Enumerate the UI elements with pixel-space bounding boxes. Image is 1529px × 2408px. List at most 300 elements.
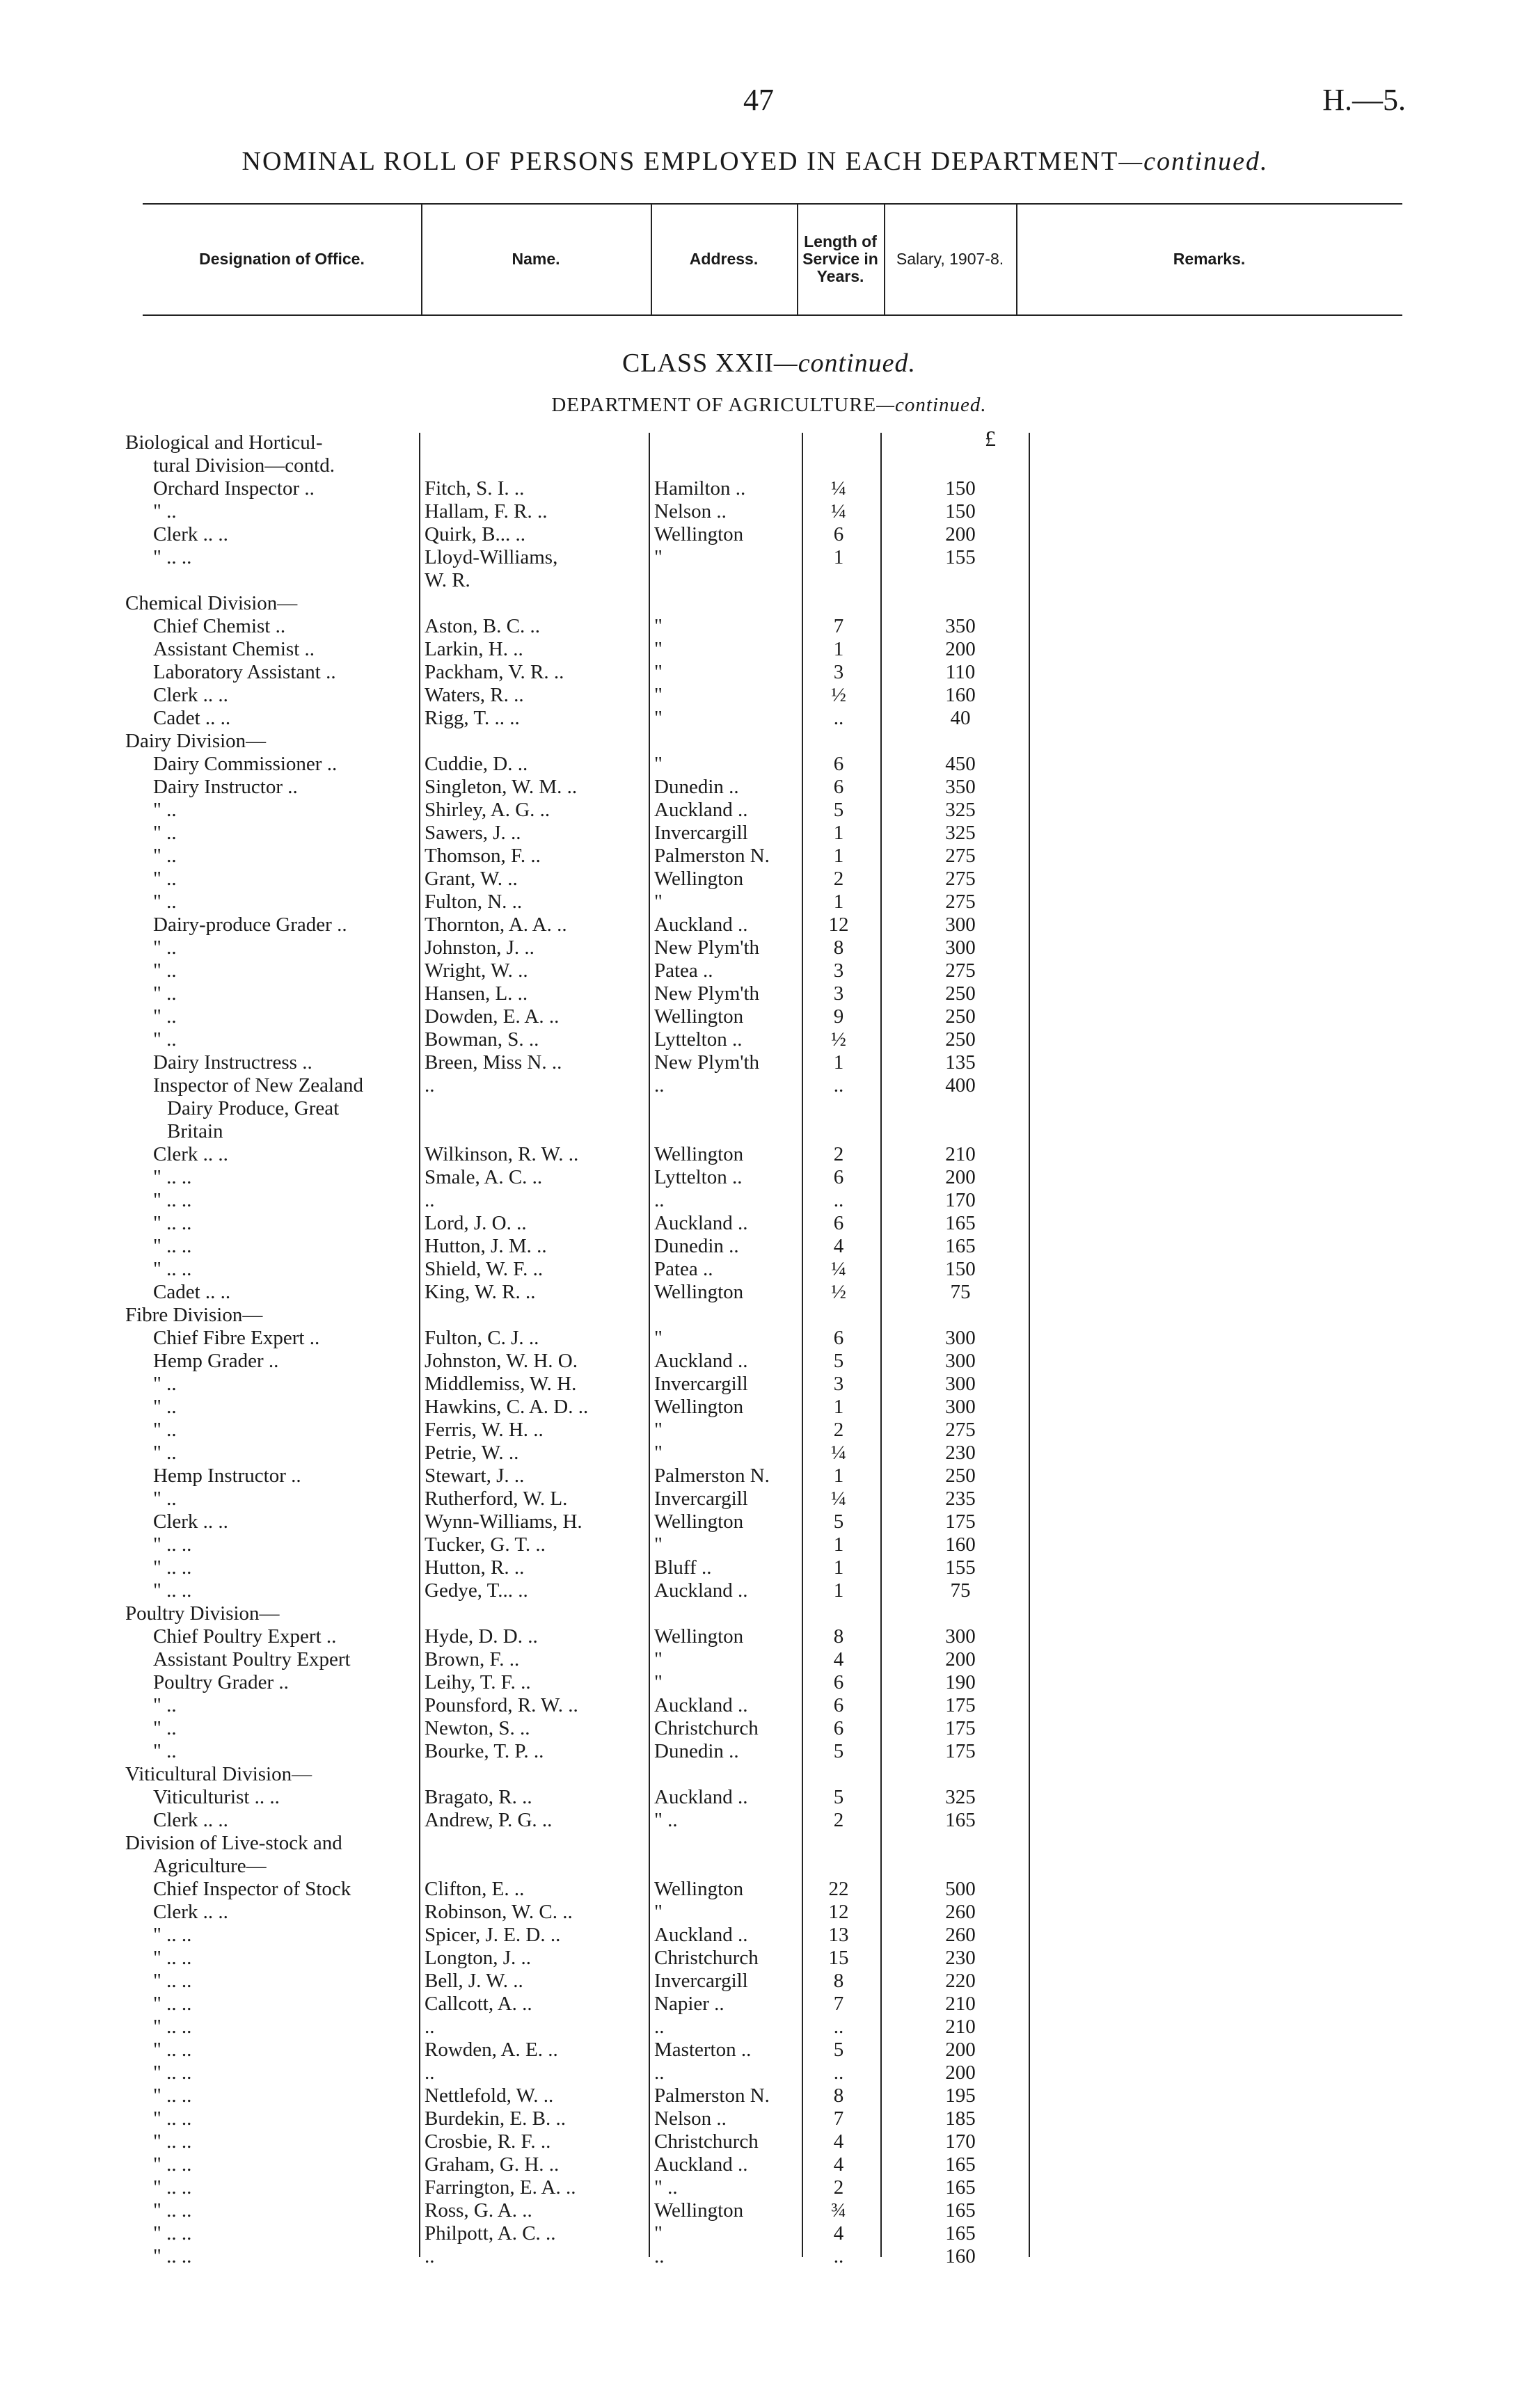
length-cell: 5: [833, 2039, 844, 2061]
table-row: [0, 1855, 1529, 1878]
salary-cell: 300: [945, 1625, 976, 1648]
designation-cell: tural Division—contd.: [153, 454, 335, 477]
designation-cell: Clerk .. ..: [153, 523, 228, 545]
designation-cell: Poultry Division—: [125, 1602, 280, 1625]
name-cell: Waters, R. ..: [425, 684, 524, 706]
table-row: [0, 1625, 1529, 1648]
name-cell: Gedye, T... ..: [425, 1579, 528, 1602]
name-cell: Thornton, A. A. ..: [425, 914, 567, 936]
address-cell: Wellington: [654, 2199, 744, 2222]
designation-cell: " ..: [153, 891, 177, 913]
table-row: [0, 2245, 1529, 2268]
length-cell: 5: [833, 799, 844, 821]
table-row: [0, 891, 1529, 914]
designation-cell: " .. ..: [153, 1212, 192, 1234]
name-cell: ..: [425, 1074, 435, 1097]
name-cell: Hallam, F. R. ..: [425, 500, 548, 523]
name-cell: Clifton, E. ..: [425, 1878, 525, 1900]
designation-cell: " .. ..: [153, 2062, 192, 2084]
designation-cell: " .. ..: [153, 2153, 192, 2176]
designation-cell: " .. ..: [153, 1189, 192, 1211]
salary-cell: 155: [945, 1556, 976, 1579]
table-row: [0, 1465, 1529, 1488]
table-row: [0, 2084, 1529, 2107]
length-cell: 6: [833, 1671, 844, 1693]
address-cell: Auckland ..: [654, 799, 748, 821]
table-header: [143, 203, 1402, 314]
salary-cell: 300: [945, 936, 976, 959]
designation-cell: " .. ..: [153, 1993, 192, 2015]
length-cell: 1: [833, 1579, 844, 1602]
table-row: [0, 1028, 1529, 1051]
address-cell: Wellington: [654, 1625, 744, 1648]
length-cell: 2: [833, 1419, 844, 1441]
designation-cell: Clerk .. ..: [153, 1143, 228, 1165]
address-cell: ": [654, 1901, 663, 1923]
salary-cell: 250: [945, 1028, 976, 1051]
salary-cell: 170: [945, 1189, 976, 1211]
address-cell: ": [654, 891, 663, 913]
table-row: [0, 684, 1529, 707]
table-row: [0, 1671, 1529, 1694]
address-cell: Masterton ..: [654, 2039, 752, 2061]
length-cell: 7: [833, 2107, 844, 2130]
name-cell: Tucker, G. T. ..: [425, 1533, 546, 1556]
address-cell: Wellington: [654, 1143, 744, 1165]
length-cell: 6: [833, 1717, 844, 1739]
length-cell: 4: [833, 2222, 844, 2244]
table-row: [0, 1373, 1529, 1396]
designation-cell: " ..: [153, 1396, 177, 1418]
designation-cell: " .. ..: [153, 1924, 192, 1946]
name-cell: Quirk, B... ..: [425, 523, 525, 545]
salary-cell: 165: [945, 2176, 976, 2199]
salary-cell: 300: [945, 1350, 976, 1372]
length-cell: 1: [833, 1396, 844, 1418]
designation-cell: " ..: [153, 1028, 177, 1051]
address-cell: Nelson ..: [654, 500, 727, 523]
designation-cell: Inspector of New Zealand: [153, 1074, 363, 1097]
address-cell: Auckland ..: [654, 1350, 748, 1372]
table-row: [0, 1878, 1529, 1901]
length-cell: ..: [833, 2016, 844, 2038]
salary-cell: 175: [945, 1740, 976, 1762]
name-cell: Smale, A. C. ..: [425, 1166, 543, 1188]
length-cell: 7: [833, 615, 844, 637]
address-cell: ": [654, 546, 663, 568]
address-cell: Wellington: [654, 1281, 744, 1303]
salary-cell: 210: [945, 1993, 976, 2015]
table-row: [0, 1648, 1529, 1671]
name-cell: Johnston, J. ..: [425, 936, 534, 959]
designation-cell: " .. ..: [153, 2176, 192, 2199]
designation-cell: " ..: [153, 868, 177, 890]
table-row: [0, 1097, 1529, 1120]
length-cell: 13: [828, 1924, 849, 1946]
designation-cell: Clerk .. ..: [153, 1901, 228, 1923]
address-cell: ": [654, 1533, 663, 1556]
designation-cell: Chief Chemist ..: [153, 615, 286, 637]
length-cell: 6: [833, 753, 844, 775]
length-cell: 4: [833, 1648, 844, 1671]
address-cell: New Plym'th: [654, 1051, 760, 1074]
name-cell: Lloyd-Williams,: [425, 546, 558, 568]
name-cell: Stewart, J. ..: [425, 1465, 525, 1487]
table-row: [0, 1901, 1529, 1924]
address-cell: Wellington: [654, 1878, 744, 1900]
name-cell: Bowman, S. ..: [425, 1028, 539, 1051]
address-cell: ..: [654, 1074, 665, 1097]
salary-cell: 150: [945, 500, 976, 523]
table-row: [0, 1786, 1529, 1809]
table-row: [0, 431, 1529, 454]
department-heading: [132, 394, 1406, 417]
header-length-of-service: Length of Service in Years.: [802, 232, 878, 285]
department-heading-text: DEPARTMENT OF AGRICULTURE: [551, 394, 877, 416]
address-cell: Patea ..: [654, 1258, 713, 1280]
header-bottom-rule: [143, 314, 1402, 316]
length-cell: ¼: [831, 1258, 846, 1280]
designation-cell: " .. ..: [153, 1947, 192, 1969]
table-row: [0, 454, 1529, 477]
length-cell: ¼: [831, 1442, 846, 1464]
class-heading-suffix: —continued.: [773, 349, 917, 378]
address-cell: Palmerston N.: [654, 845, 770, 867]
table-row: [0, 799, 1529, 822]
designation-cell: " ..: [153, 500, 177, 523]
address-cell: Lyttelton ..: [654, 1028, 743, 1051]
designation-cell: Poultry Grader ..: [153, 1671, 289, 1693]
table-row: [0, 959, 1529, 982]
address-cell: Dunedin ..: [654, 1740, 739, 1762]
table-row: [0, 776, 1529, 799]
salary-cell: 170: [945, 2130, 976, 2153]
address-cell: ..: [654, 2062, 665, 2084]
designation-cell: Dairy Commissioner ..: [153, 753, 338, 775]
salary-cell: 260: [945, 1924, 976, 1946]
salary-cell: 200: [945, 523, 976, 545]
name-cell: Philpott, A. C. ..: [425, 2222, 556, 2244]
name-cell: Sawers, J. ..: [425, 822, 521, 844]
designation-cell: " ..: [153, 799, 177, 821]
name-cell: Wynn-Williams, H.: [425, 1510, 583, 1533]
salary-cell: 300: [945, 1373, 976, 1395]
salary-cell: 175: [945, 1510, 976, 1533]
address-cell: Wellington: [654, 523, 744, 545]
name-cell: W. R.: [425, 569, 470, 591]
salary-cell: 165: [945, 2153, 976, 2176]
designation-cell: Dairy Instructress ..: [153, 1051, 312, 1074]
table-row: [0, 2153, 1529, 2176]
address-cell: Wellington: [654, 1005, 744, 1028]
currency-symbol: £: [985, 426, 996, 451]
length-cell: 6: [833, 1166, 844, 1188]
salary-cell: 275: [945, 891, 976, 913]
designation-cell: " .. ..: [153, 2016, 192, 2038]
name-cell: Cuddie, D. ..: [425, 753, 528, 775]
salary-cell: 160: [945, 2245, 976, 2267]
length-cell: 1: [833, 546, 844, 568]
salary-cell: 165: [945, 1809, 976, 1831]
address-cell: Palmerston N.: [654, 1465, 770, 1487]
salary-cell: 235: [945, 1488, 976, 1510]
designation-cell: Britain: [167, 1120, 223, 1142]
address-cell: ": [654, 1442, 663, 1464]
table-row: [0, 753, 1529, 776]
address-cell: ..: [654, 1189, 665, 1211]
salary-cell: 190: [945, 1671, 976, 1693]
designation-cell: " ..: [153, 822, 177, 844]
header-remarks: Remarks.: [1173, 249, 1246, 268]
table-row: [0, 569, 1529, 592]
length-cell: 6: [833, 776, 844, 798]
table-row: [0, 1120, 1529, 1143]
salary-cell: 155: [945, 546, 976, 568]
table-row: [0, 1143, 1529, 1166]
department-heading-suffix: —continued.: [876, 394, 987, 416]
page-title-text: NOMINAL ROLL OF PERSONS EMPLOYED IN EACH DEPARTMENT: [241, 147, 1119, 176]
length-cell: 5: [833, 1740, 844, 1762]
length-cell: 2: [833, 1143, 844, 1165]
address-cell: ": [654, 661, 663, 683]
class-heading-text: CLASS XXII: [621, 349, 774, 378]
name-cell: Burdekin, E. B. ..: [425, 2107, 566, 2130]
salary-cell: 230: [945, 1442, 976, 1464]
salary-cell: 275: [945, 868, 976, 890]
table-row: [0, 1074, 1529, 1097]
address-cell: ": [654, 707, 663, 729]
designation-cell: Clerk .. ..: [153, 684, 228, 706]
designation-cell: Viticultural Division—: [125, 1763, 312, 1785]
salary-cell: 325: [945, 822, 976, 844]
name-cell: Larkin, H. ..: [425, 638, 523, 660]
address-cell: Wellington: [654, 1396, 744, 1418]
designation-cell: " ..: [153, 936, 177, 959]
address-cell: Auckland ..: [654, 1212, 748, 1234]
address-cell: ": [654, 1648, 663, 1671]
table-row: [0, 1281, 1529, 1304]
designation-cell: Dairy Division—: [125, 730, 267, 752]
designation-cell: Hemp Grader ..: [153, 1350, 279, 1372]
table-row: [0, 523, 1529, 546]
address-cell: Auckland ..: [654, 2153, 748, 2176]
length-cell: 8: [833, 936, 844, 959]
designation-cell: " ..: [153, 1488, 177, 1510]
designation-cell: Clerk .. ..: [153, 1510, 228, 1533]
length-cell: 3: [833, 1373, 844, 1395]
table-row: [0, 1717, 1529, 1740]
page-title: [132, 146, 1378, 177]
length-cell: 3: [833, 959, 844, 982]
address-cell: Invercargill: [654, 1488, 748, 1510]
designation-cell: Cadet .. ..: [153, 1281, 231, 1303]
table-row: [0, 477, 1529, 500]
name-cell: Grant, W. ..: [425, 868, 518, 890]
salary-cell: 250: [945, 982, 976, 1005]
table-row: [0, 1763, 1529, 1786]
salary-cell: 275: [945, 959, 976, 982]
table-row: [0, 1832, 1529, 1855]
designation-cell: " ..: [153, 845, 177, 867]
name-cell: Packham, V. R. ..: [425, 661, 564, 683]
length-cell: ..: [833, 2245, 844, 2267]
name-cell: Hyde, D. D. ..: [425, 1625, 538, 1648]
designation-cell: Chemical Division—: [125, 592, 298, 614]
salary-cell: 165: [945, 2199, 976, 2222]
length-cell: 3: [833, 982, 844, 1005]
address-cell: Auckland ..: [654, 1579, 748, 1602]
salary-cell: 75: [950, 1579, 971, 1602]
table-row: [0, 2222, 1529, 2245]
table-row: [0, 2107, 1529, 2130]
table-row: [0, 1579, 1529, 1602]
address-cell: Auckland ..: [654, 1924, 748, 1946]
salary-cell: 325: [945, 799, 976, 821]
designation-cell: " .. ..: [153, 2084, 192, 2107]
address-cell: Dunedin ..: [654, 1235, 739, 1257]
table-row: [0, 661, 1529, 684]
address-cell: Lyttelton ..: [654, 1166, 743, 1188]
length-cell: 3: [833, 661, 844, 683]
designation-cell: " .. ..: [153, 2199, 192, 2222]
length-cell: 2: [833, 2176, 844, 2199]
salary-cell: 350: [945, 776, 976, 798]
table-row: [0, 1005, 1529, 1028]
salary-cell: 275: [945, 1419, 976, 1441]
length-cell: 1: [833, 845, 844, 867]
length-cell: 6: [833, 1694, 844, 1716]
name-cell: Breen, Miss N. ..: [425, 1051, 562, 1074]
designation-cell: " .. ..: [153, 1258, 192, 1280]
table-row: [0, 1212, 1529, 1235]
name-cell: Middlemiss, W. H.: [425, 1373, 577, 1395]
name-cell: Farrington, E. A. ..: [425, 2176, 576, 2199]
designation-cell: Assistant Poultry Expert: [153, 1648, 351, 1671]
address-cell: Wellington: [654, 868, 744, 890]
designation-cell: " ..: [153, 1005, 177, 1028]
salary-cell: 160: [945, 1533, 976, 1556]
designation-cell: Dairy Instructor ..: [153, 776, 298, 798]
address-cell: Invercargill: [654, 1970, 748, 1992]
address-cell: Bluff ..: [654, 1556, 712, 1579]
designation-cell: " .. ..: [153, 2107, 192, 2130]
salary-cell: 220: [945, 1970, 976, 1992]
table-row: [0, 1602, 1529, 1625]
table-row: [0, 2039, 1529, 2062]
address-cell: Auckland ..: [654, 1694, 748, 1716]
table-row: [0, 1993, 1529, 2016]
salary-cell: 150: [945, 1258, 976, 1280]
length-cell: 8: [833, 1625, 844, 1648]
salary-cell: 200: [945, 1166, 976, 1188]
designation-cell: " ..: [153, 1740, 177, 1762]
name-cell: Hutton, J. M. ..: [425, 1235, 547, 1257]
address-cell: Invercargill: [654, 822, 748, 844]
header-designation: Designation of Office.: [199, 249, 365, 268]
length-cell: 4: [833, 2130, 844, 2153]
address-cell: ": [654, 1671, 663, 1693]
length-cell: 2: [833, 1809, 844, 1831]
designation-cell: Biological and Horticul-: [125, 431, 323, 454]
length-cell: 8: [833, 1970, 844, 1992]
name-cell: Newton, S. ..: [425, 1717, 530, 1739]
name-cell: Lord, J. O. ..: [425, 1212, 527, 1234]
name-cell: ..: [425, 2245, 435, 2267]
salary-cell: 165: [945, 1235, 976, 1257]
table-row: [0, 1166, 1529, 1189]
address-cell: New Plym'th: [654, 936, 760, 959]
name-cell: Singleton, W. M. ..: [425, 776, 578, 798]
designation-cell: Clerk .. ..: [153, 1809, 228, 1831]
length-cell: ..: [833, 707, 844, 729]
salary-cell: 175: [945, 1694, 976, 1716]
table-row: [0, 1051, 1529, 1074]
address-cell: Auckland ..: [654, 1786, 748, 1808]
designation-cell: " .. ..: [153, 2039, 192, 2061]
table-row: [0, 914, 1529, 936]
length-cell: 4: [833, 2153, 844, 2176]
name-cell: Andrew, P. G. ..: [425, 1809, 553, 1831]
table-row: [0, 1327, 1529, 1350]
table-row: [0, 936, 1529, 959]
length-cell: 15: [828, 1947, 849, 1969]
table-row: [0, 1350, 1529, 1373]
salary-cell: 160: [945, 684, 976, 706]
name-cell: Leihy, T. F. ..: [425, 1671, 531, 1693]
salary-cell: 325: [945, 1786, 976, 1808]
salary-cell: 210: [945, 2016, 976, 2038]
table-row: [0, 1189, 1529, 1212]
address-cell: " ..: [654, 1809, 678, 1831]
page-number: 47: [743, 83, 774, 117]
length-cell: 8: [833, 2084, 844, 2107]
address-cell: New Plym'th: [654, 982, 760, 1005]
table-row: [0, 845, 1529, 868]
header-salary: Salary, 1907-8.: [896, 249, 1004, 268]
designation-cell: " .. ..: [153, 1166, 192, 1188]
table-row: [0, 2130, 1529, 2153]
table-row: [0, 2176, 1529, 2199]
designation-cell: " ..: [153, 1442, 177, 1464]
name-cell: Shield, W. F. ..: [425, 1258, 544, 1280]
designation-cell: " .. ..: [153, 1970, 192, 1992]
designation-cell: Viticulturist .. ..: [153, 1786, 280, 1808]
designation-cell: Agriculture—: [153, 1855, 267, 1877]
name-cell: Rigg, T. .. ..: [425, 707, 520, 729]
name-cell: Petrie, W. ..: [425, 1442, 519, 1464]
designation-cell: Fibre Division—: [125, 1304, 263, 1326]
designation-cell: " .. ..: [153, 546, 192, 568]
address-cell: Christchurch: [654, 1717, 759, 1739]
table-row: [0, 1740, 1529, 1763]
table-row: [0, 592, 1529, 615]
address-cell: ": [654, 2222, 663, 2244]
address-cell: Napier ..: [654, 1993, 724, 2015]
designation-cell: " ..: [153, 1717, 177, 1739]
length-cell: 1: [833, 638, 844, 660]
address-cell: Christchurch: [654, 1947, 759, 1969]
designation-cell: Dairy Produce, Great: [167, 1097, 340, 1119]
name-cell: Robinson, W. C. ..: [425, 1901, 573, 1923]
address-cell: Christchurch: [654, 2130, 759, 2153]
salary-cell: 175: [945, 1717, 976, 1739]
address-cell: ": [654, 1327, 663, 1349]
salary-cell: 200: [945, 1648, 976, 1671]
designation-cell: Chief Inspector of Stock: [153, 1878, 351, 1900]
length-cell: 22: [828, 1878, 849, 1900]
salary-cell: 300: [945, 914, 976, 936]
length-cell: ¼: [831, 500, 846, 523]
